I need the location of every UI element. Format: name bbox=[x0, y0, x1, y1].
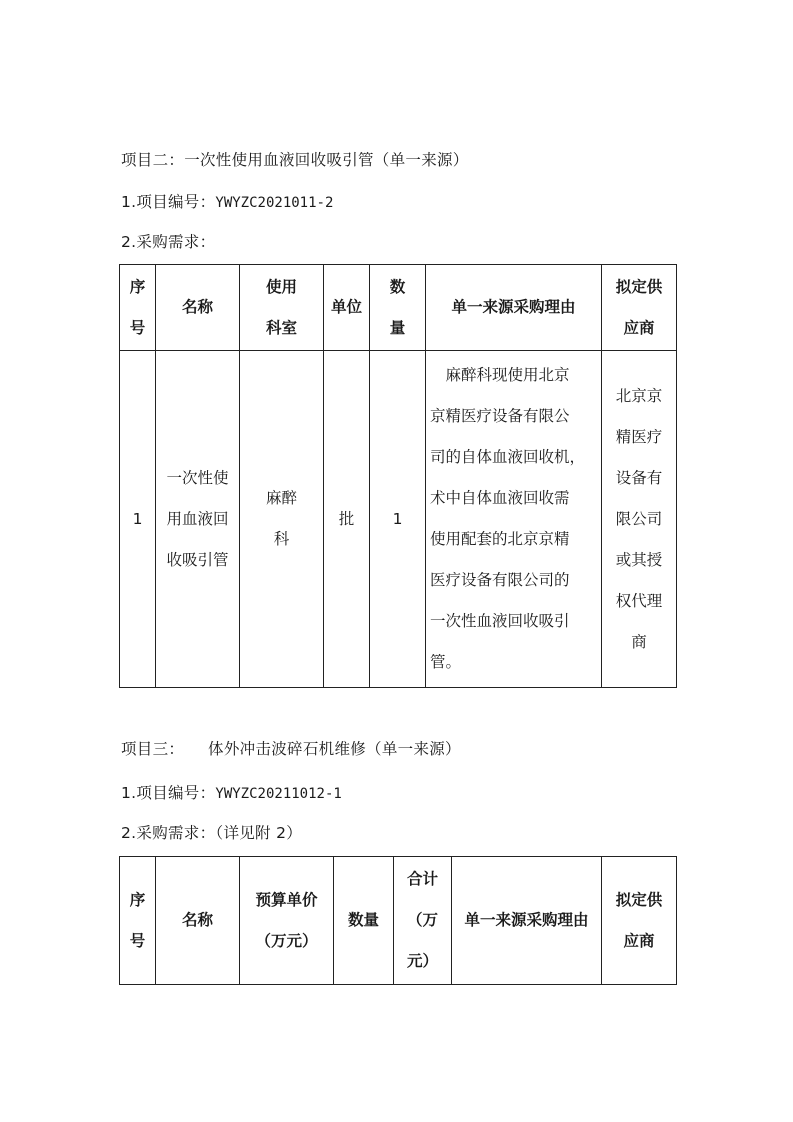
project2-code-label: 1.项目编号： bbox=[121, 193, 216, 211]
header-qty: 数 量 bbox=[370, 265, 426, 351]
project3-header-row bbox=[120, 857, 677, 985]
project3-requirement-label: 2.采购需求：（详见附 2） bbox=[121, 824, 303, 842]
header-reason: 单一来源采购理由 bbox=[426, 265, 602, 351]
header-no: 序 号 bbox=[120, 265, 156, 351]
header-dept: 使用 科室 bbox=[240, 265, 324, 351]
cell-no: 1 bbox=[120, 351, 156, 688]
project2-code-line bbox=[121, 192, 333, 213]
header-supplier: 拟定供 应商 bbox=[602, 265, 677, 351]
cell-dept: 麻醉 科 bbox=[240, 351, 324, 688]
header-budget: 预算单价 （万元） bbox=[240, 857, 334, 985]
project2-requirement-label: 2.采购需求： bbox=[121, 233, 216, 251]
project3-code-label: 1.项目编号： bbox=[121, 784, 216, 802]
header-total: 合计 （万 元） bbox=[394, 857, 452, 985]
cell-unit: 批 bbox=[324, 351, 370, 688]
header-reason: 单一来源采购理由 bbox=[452, 857, 602, 985]
project3-code-line bbox=[121, 783, 342, 804]
cell-reason: 麻醉科现使用北京 京精医疗设备有限公 司的自体血液回收机， 术中自体血液回收需 使用配套的北京京精 医疗设备有限公司的 一次性血液回收吸引 管。 bbox=[426, 351, 602, 688]
project3-title: 项目三： 体外冲击波碎石机维修（单一来源） bbox=[121, 740, 461, 758]
header-no: 序 号 bbox=[120, 857, 156, 985]
project2-title: 项目二：一次性使用血液回收吸引管（单一来源） bbox=[121, 151, 469, 169]
project2-code: YWYZC2021011-2 bbox=[215, 195, 334, 211]
cell-qty: 1 bbox=[370, 351, 426, 688]
cell-name: 一次性使 用血液回 收吸引管 bbox=[156, 351, 240, 688]
table-row bbox=[120, 351, 677, 688]
header-unit: 单位 bbox=[324, 265, 370, 351]
header-name: 名称 bbox=[156, 857, 240, 985]
header-qty: 数量 bbox=[334, 857, 394, 985]
project2-table bbox=[119, 264, 677, 688]
project2-header-row bbox=[120, 265, 677, 351]
project3-table bbox=[119, 856, 677, 985]
cell-supplier: 北京京 精医疗 设备有 限公司 或其授 权代理 商 bbox=[602, 351, 677, 688]
project3-code: YWYZC20211012-1 bbox=[215, 786, 342, 802]
header-supplier: 拟定供 应商 bbox=[602, 857, 677, 985]
header-name: 名称 bbox=[156, 265, 240, 351]
